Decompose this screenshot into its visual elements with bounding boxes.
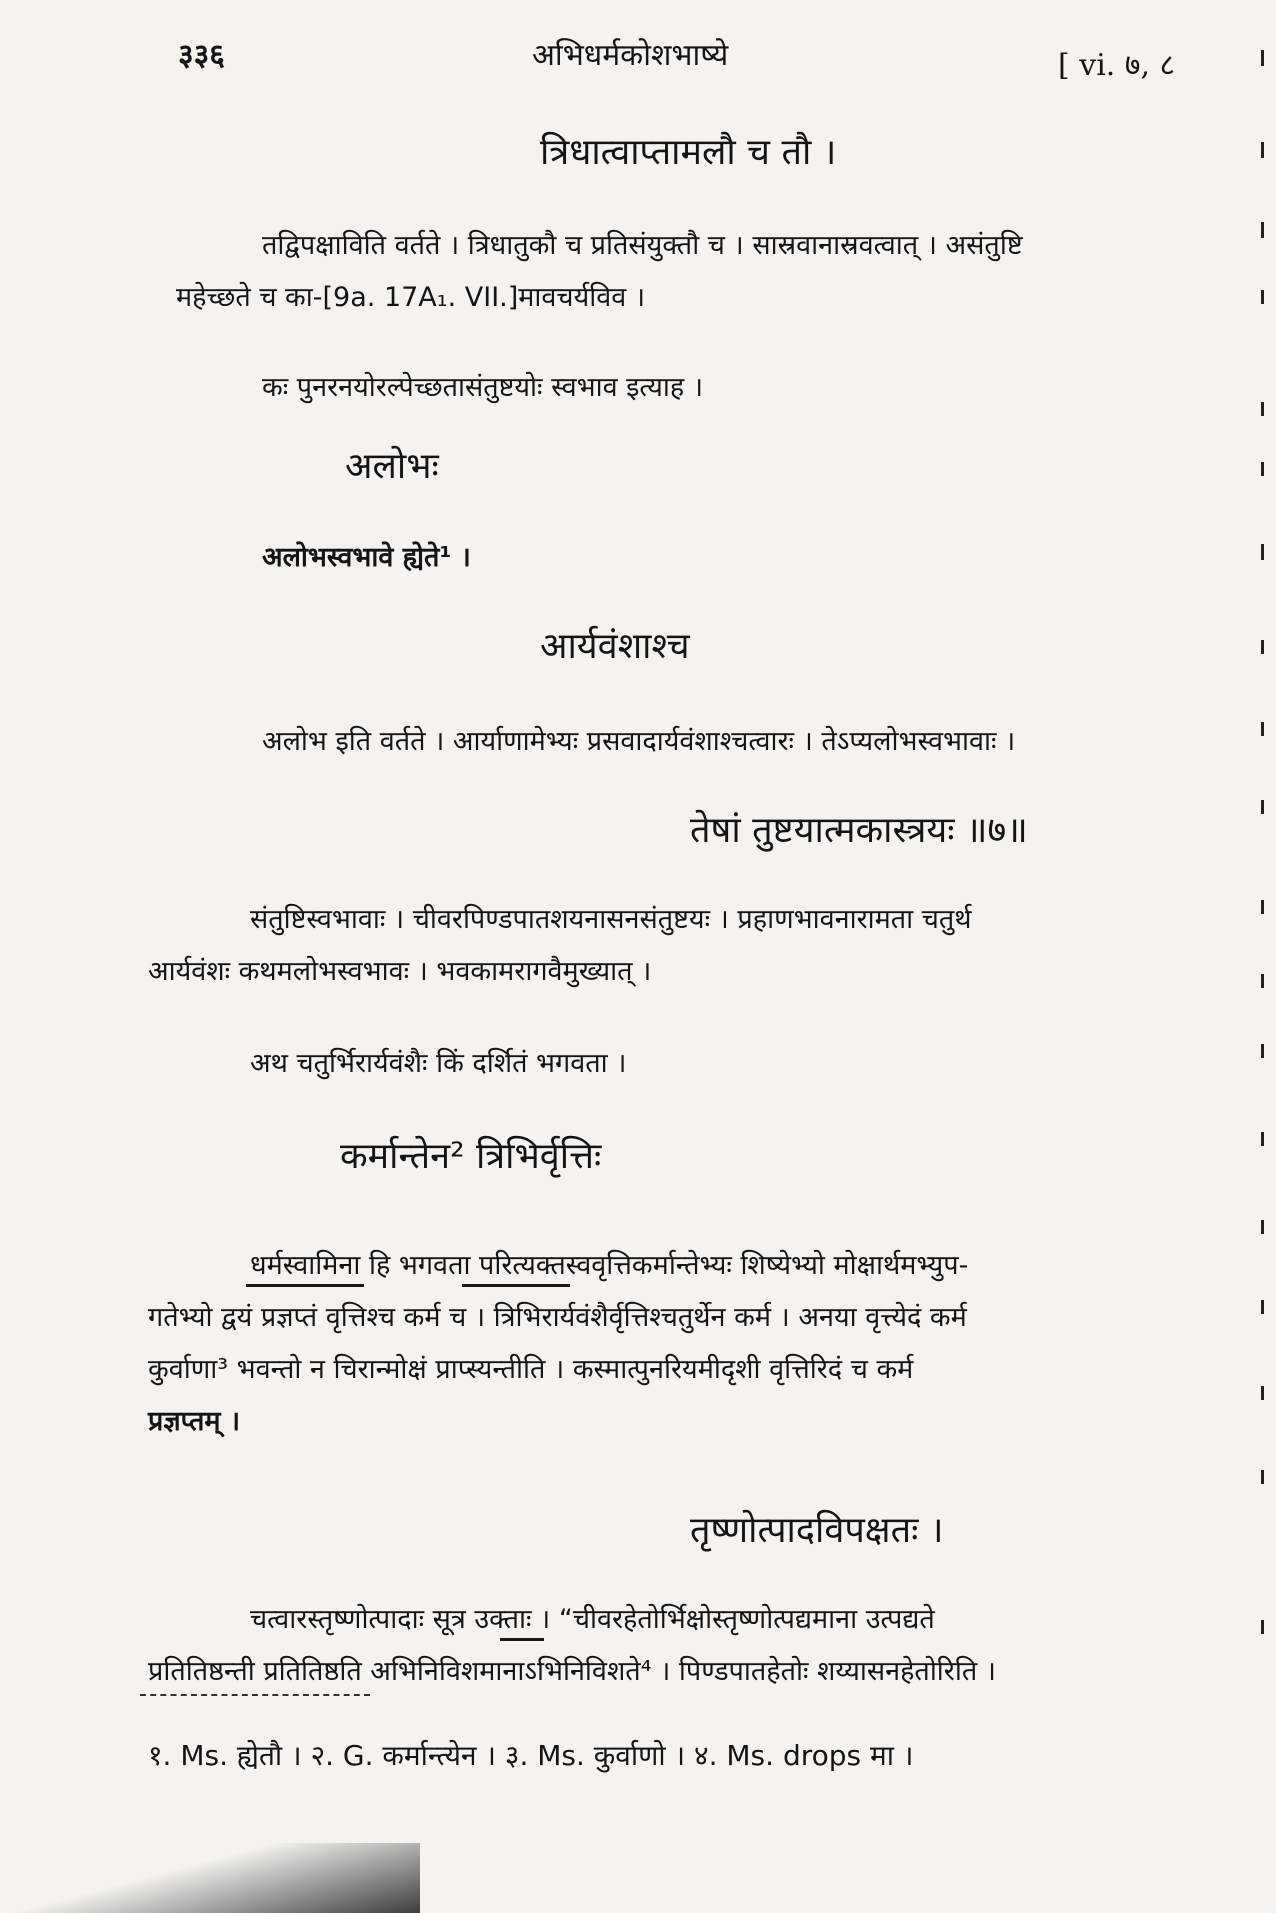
verse-line-5: कर्मान्तेन² त्रिभिर्वृत्तिः <box>340 1136 602 1177</box>
edge-mark <box>1261 722 1264 736</box>
edge-mark <box>1261 640 1264 654</box>
running-title: अभिधर्मकोशभाष्ये <box>532 38 729 73</box>
verse-line-6: तृष्णोत्पादविपक्षतः । <box>690 1510 944 1551</box>
paragraph-7-line-2: गतेभ्यो द्वयं प्रज्ञप्तं वृत्तिश्च कर्म च । त्रिभिरार्यवंशैर्वृत्तिश्चतुर्थेन कर्म । अनया वृत्त्येदं कर्म <box>148 1302 967 1333</box>
verse-line-1: त्रिधात्वाप्तामलौ च तौ । <box>540 132 837 173</box>
page-number: ३३६ <box>178 38 225 73</box>
underline-bhagavata <box>462 1284 570 1287</box>
section-reference: [ vi. ७, ८ <box>1058 48 1176 83</box>
edge-mark <box>1261 222 1264 238</box>
paragraph-6: अथ चतुर्भिरार्यवंशैः किं दर्शितं भगवता । <box>250 1048 627 1079</box>
paragraph-3: अलोभस्वभावे ह्येते¹ । <box>262 542 471 573</box>
edge-mark <box>1261 1620 1264 1634</box>
edge-mark <box>1261 544 1264 560</box>
verse-line-2: अलोभः <box>345 446 439 487</box>
edge-mark <box>1261 290 1264 304</box>
edge-mark <box>1261 900 1264 914</box>
edge-mark <box>1261 1044 1264 1058</box>
edge-mark <box>1261 402 1264 416</box>
paragraph-5-line-2: आर्यवंशः कथमलोभस्वभावः । भवकामरागवैमुख्यात् । <box>148 956 652 987</box>
edge-mark <box>1261 1300 1264 1314</box>
edge-mark <box>1261 462 1264 476</box>
edge-mark <box>1261 50 1264 66</box>
paragraph-8-line-1: चत्वारस्तृष्णोत्पादाः सूत्र उक्ताः । “चीवरहेतोर्भिक्षोस्तृष्णोत्पद्यमाना उत्पद्यते <box>250 1604 935 1635</box>
edge-mark <box>1261 1132 1264 1146</box>
edge-mark <box>1261 800 1264 814</box>
edge-mark <box>1261 974 1264 988</box>
underline-sutre <box>500 1638 544 1641</box>
edge-mark <box>1261 142 1264 158</box>
edge-mark <box>1261 1220 1264 1234</box>
paragraph-7-line-4: प्रज्ञप्तम् । <box>148 1406 241 1437</box>
edge-mark <box>1261 1470 1264 1484</box>
underline-dharmasvamina <box>246 1284 364 1287</box>
edge-mark <box>1261 1386 1264 1400</box>
verse-line-3: आर्यवंशाश्च <box>540 626 690 667</box>
scan-shadow <box>0 1843 420 1913</box>
footnotes: १. Ms. ह्येतौ । २. G. कर्मान्त्येन । ३. Ms. कुर्वाणो । ४. Ms. drops मा । <box>148 1739 914 1772</box>
paragraph-5-line-1: संतुष्टिस्वभावाः । चीवरपिण्डपातशयनासनसंतुष्टयः । प्रहाणभावनारामता चतुर्थ <box>250 904 972 935</box>
verse-line-4: तेषां तुष्टयात्मकास्त्रयः ॥७॥ <box>690 810 1028 851</box>
paragraph-1-line-1: तद्विपक्षाविति वर्तते । त्रिधातुकौ च प्रतिसंयुक्तौ च । सास्रवानास्रवत्वात् । असंतुष्टि <box>262 230 1023 261</box>
footnote-divider <box>140 1694 370 1696</box>
paragraph-7-line-1: धर्मस्वामिना हि भगवता परित्यक्तस्ववृत्तिकर्मान्तेभ्यः शिष्येभ्यो मोक्षार्थमभ्युप- <box>250 1250 969 1281</box>
paragraph-8-line-2: प्रतितिष्ठन्ती प्रतितिष्ठति अभिनिविशमानाऽभिनिविशते⁴ । पिण्डपातहेतोः शय्यासनहेतोरिति । <box>148 1656 997 1687</box>
paragraph-2: कः पुनरनयोरल्पेच्छतासंतुष्टयोः स्वभाव इत्याह । <box>262 372 704 403</box>
paragraph-7-line-3: कुर्वाणा³ भवन्तो न चिरान्मोक्षं प्राप्स्यन्तीति । कस्मात्पुनरियमीदृशी वृत्तिरिदं च कर्म <box>148 1354 914 1385</box>
paragraph-1-line-2: महेच्छते च का-[9a. 17A₁. VII.]मावचर्यविव । <box>176 282 646 313</box>
paragraph-4: अलोभ इति वर्तते । आर्याणामेभ्यः प्रसवादार्यवंशाश्चत्वारः । तेऽप्यलोभस्वभावाः । <box>262 726 1016 757</box>
